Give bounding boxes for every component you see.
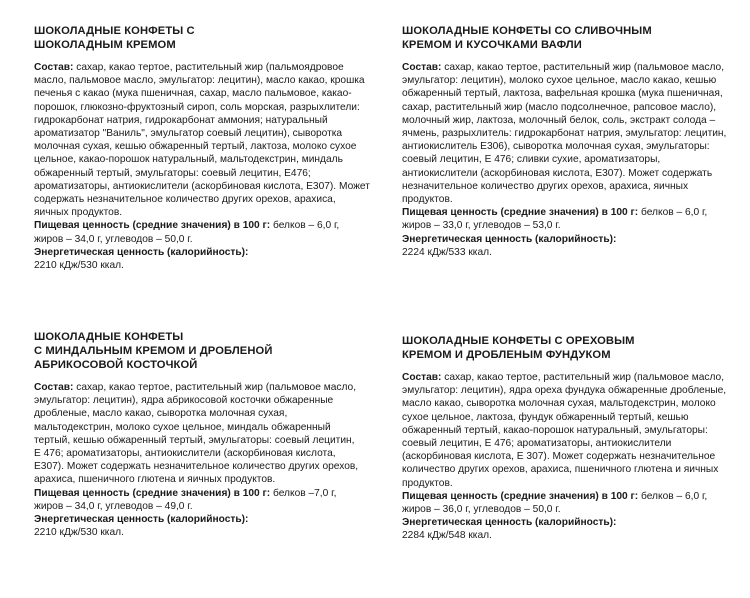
energy-label: Энергетическая ценность (калорийность): <box>402 517 617 529</box>
nutrition-text: белков –7,0 г, жиров – 34,0 г, углеводов – 49,0 г. <box>34 487 337 512</box>
product-card-hazelnut <box>402 334 728 543</box>
energy-label: Энергетическая ценность (калорийность): <box>402 233 617 245</box>
nutrition-paragraph <box>34 487 360 513</box>
energy-paragraph <box>402 516 728 542</box>
nutrition-paragraph <box>402 206 728 232</box>
composition-label: Состав: <box>402 372 442 383</box>
energy-label: Энергетическая ценность (калорийность): <box>34 514 249 526</box>
energy-value: 2284 кДж/548 ккал. <box>402 530 492 542</box>
energy-value: 2210 кДж/530 ккал. <box>34 527 124 539</box>
title-line: ШОКОЛАДНЫЕ КОНФЕТЫ <box>34 331 184 343</box>
title-line: АБРИКОСОВОЙ КОСТОЧКОЙ <box>34 359 198 371</box>
energy-value: 2210 кДж/530 ккал. <box>34 260 124 272</box>
product-title <box>34 24 370 52</box>
title-line: КРЕМОМ И ДРОБЛЕНЫМ ФУНДУКОМ <box>402 349 611 361</box>
composition-label: Состав: <box>402 62 442 73</box>
nutrition-label: Пищевая ценность (средние значения) в 100 г: <box>34 487 271 499</box>
title-line: ШОКОЛАДНЫЕ КОНФЕТЫ С ОРЕХОВЫМ <box>402 335 635 347</box>
nutrition-paragraph <box>402 490 728 516</box>
title-line: С МИНДАЛЬНЫМ КРЕМОМ И ДРОБЛЕНОЙ <box>34 345 273 357</box>
energy-paragraph <box>34 513 360 539</box>
energy-paragraph <box>402 233 728 259</box>
nutrition-text: белков – 6,0 г, жиров – 34,0 г, углеводов – 50,0 г. <box>34 220 340 245</box>
title-line: ШОКОЛАДНЫЕ КОНФЕТЫ СО СЛИВОЧНЫМ <box>402 25 652 37</box>
nutrition-label: Пищевая ценность (средние значения) в 100 г: <box>34 220 271 232</box>
composition-text: сахар, какао тертое, растительный жир (пальмовое масло, эмульгатор: лецитин), ядра абрикосовой косточки обжаренные дробленые, масло какао, сыворотка молочная сухая, мальтодекстрин, молоко сухое цельное, миндаль обжаренный тертый, кешью обжаренный тертый, эмульгаторы: соевый лецитин, Е 476; ароматизаторы, антиокислители (аскорбиновая кислота, Е307). Может содержать незначительное количество других орехов, арахиса, пшеничного глютена и яичных продуктов. <box>34 382 359 486</box>
product-card-almond-apricot <box>34 330 360 539</box>
composition-text: сахар, какао тертое, растительный жир (пальмоядровое масло, пальмовое масло, эмульгатор: лецитин), масло какао, крошка печенья с какао (мука пшеничная, сахар, масло пальмовое, какао-порошок, глюкозно-фруктозный сироп, соль морская, разрыхлители: гидрокарбонат натрия, гидрокарбонат аммония; натуральный ароматизатор "Ваниль", эмульгатор соевый лецитин), сыворотка молочная сухая, кешью обжаренный тертый, лактоза, молоко сухое цельное, какао-порошок натуральный, мальтодекстрин, миндаль обжаренный тертый, эмульгаторы: соевый лецитин, Е476; ароматизаторы, антиокислители (аскорбиновая кислота, Е307). Может содержать незначительное количество других орехов, арахиса, яичных продуктов. <box>34 62 370 219</box>
composition-paragraph <box>402 371 728 490</box>
nutrition-label: Пищевая ценность (средние значения) в 100 г: <box>402 207 639 219</box>
title-line: ШОКОЛАДНЫМ КРЕМОМ <box>34 39 176 51</box>
energy-label: Энергетическая ценность (калорийность): <box>34 246 249 258</box>
composition-label: Состав: <box>34 62 74 73</box>
nutrition-text: белков – 6,0 г, жиров – 36,0 г, углеводов – 50,0 г. <box>402 490 708 516</box>
product-card-creamy-wafer <box>402 24 728 259</box>
composition-label: Состав: <box>34 382 74 393</box>
product-title <box>34 330 360 372</box>
composition-paragraph <box>34 61 370 219</box>
composition-text: сахар, какао тертое, растительный жир (пальмовое масло, эмульгатор: лецитин), ядра ореха фундука обжаренные дробленые, масло какао, сыворотка молочная сухая, мальтодекстрин, молоко сухое цельное, лактоза, фундук обжаренный тертый, кешью обжаренный тертый, какао-порошок натуральный, эмульгаторы: соевый лецитин, Е 476; ароматизаторы, антиокислители (аскорбиновая кислота, Е 307). Может содержать незначительное количество других орехов, арахиса, пшеничного глютена и яичных продуктов. <box>402 372 727 489</box>
title-line: ШОКОЛАДНЫЕ КОНФЕТЫ С <box>34 25 195 37</box>
composition-text: сахар, какао тертое, растительный жир (пальмовое масло, эмульгатор: лецитин), молоко сухое цельное, масло какао, кешью обжаренный тертый, лактоза, вафельная крошка (мука пшеничная, сахар, растительный жир (масло подсолнечное, рапсовое масло), молочный жир, лактоза, молочный белок, соль, экстракт солода – ячмень, разрыхлитель: гидрокарбонат натрия, эмульгатор: лецитин, антиокислитель Е306), сыворотка молочная сухая, эмульгаторы: соевый лецитин, Е 476; сливки сухие, ароматизаторы, антиокислители (аскорбиновая кислота, Е307). Может содержать незначительное количество других орехов, арахиса, яичных продуктов. <box>402 62 727 206</box>
composition-paragraph <box>34 381 360 487</box>
title-line: КРЕМОМ И КУСОЧКАМИ ВАФЛИ <box>402 39 582 51</box>
product-title <box>402 24 728 52</box>
product-card-chocolate-cream <box>34 24 370 272</box>
nutrition-label: Пищевая ценность (средние значения) в 100 г: <box>402 490 639 502</box>
nutrition-text: белков – 6,0 г, жиров – 33,0 г, углеводов – 53,0 г. <box>402 207 708 232</box>
nutrition-paragraph <box>34 219 370 245</box>
energy-value: 2224 кДж/533 ккал. <box>402 246 492 258</box>
composition-paragraph <box>402 61 728 206</box>
product-title <box>402 334 728 362</box>
energy-paragraph <box>34 246 370 272</box>
